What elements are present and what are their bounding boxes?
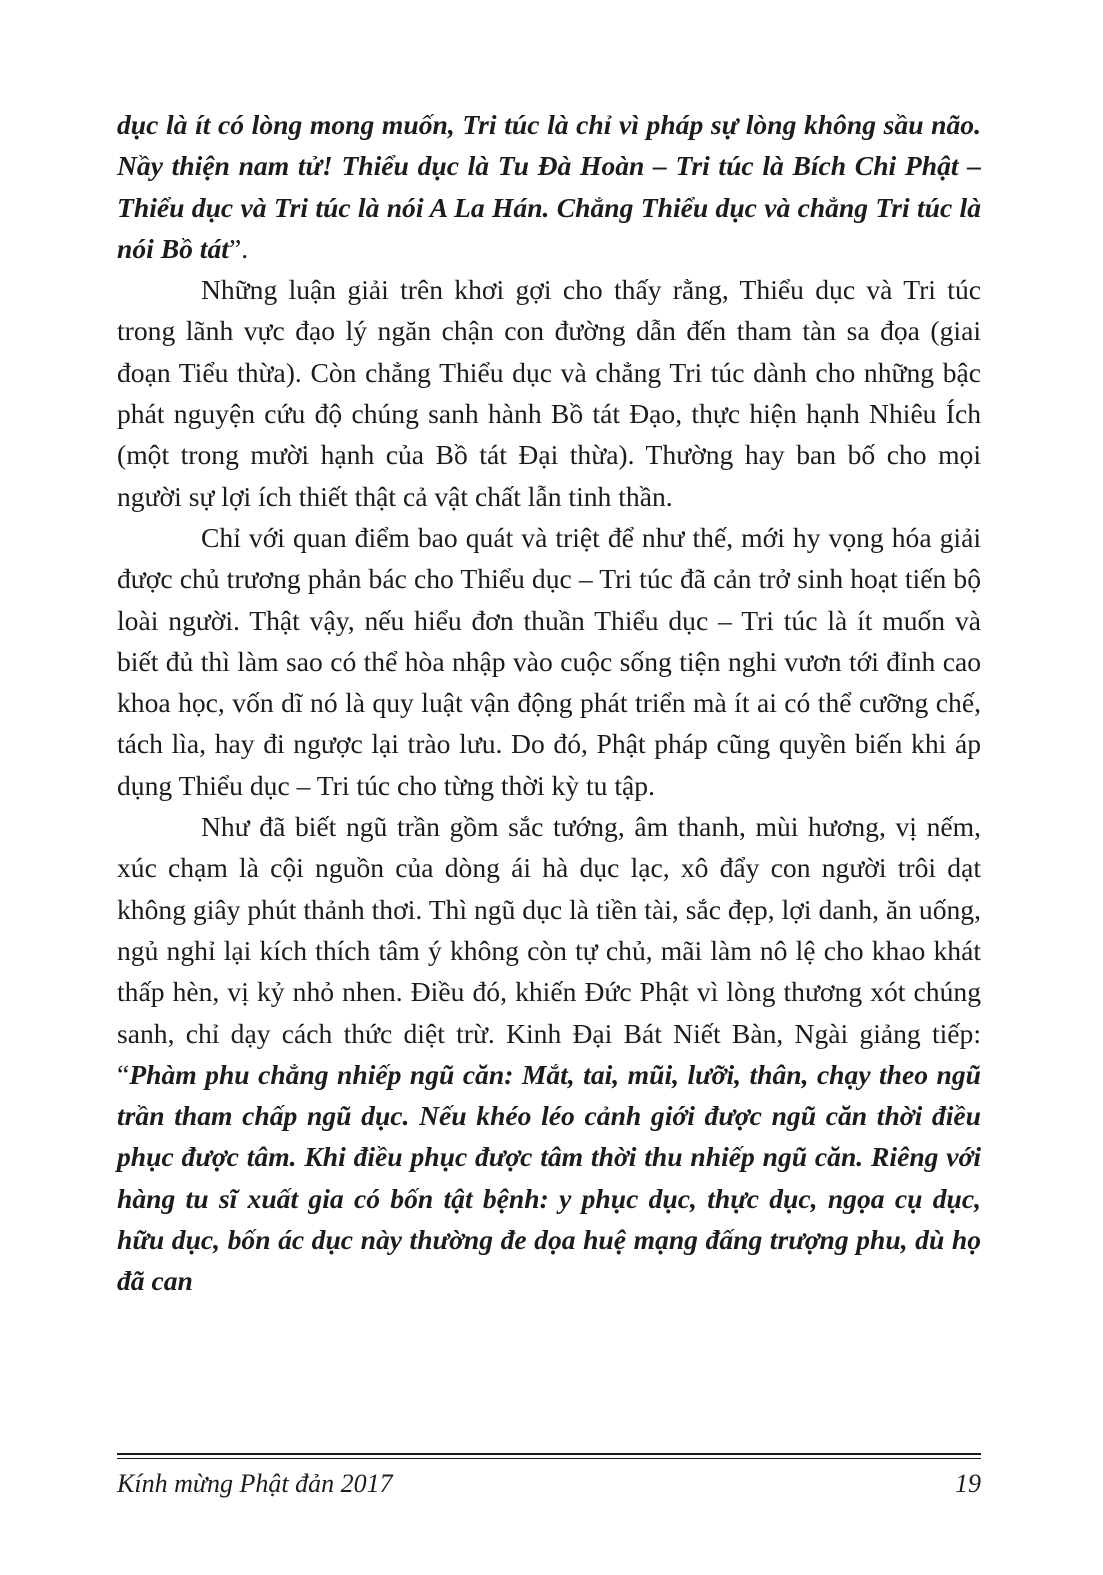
paragraph-2-text: Những luận giải trên khơi gợi cho thấy rằng, Thiểu dục và Tri túc trong lãnh vực đạo lý ngăn chận con đường dẫn đến tham tàn sa đọa (giai đoạn Tiểu thừa). Còn chẳng Thiểu dục và chẳng Tri túc dành cho những bậc phát nguyện cứu độ chúng sanh hành Bồ tát Đạo, thực hiện hạnh Nhiêu Ích (một trong mười hạnh của Bồ tát Đại thừa). Thường hay ban bố cho mọi người sự lợi ích thiết thật cả vật chất lẫn tinh thần. bbox=[117, 274, 981, 512]
footer-rule bbox=[117, 1453, 981, 1459]
paragraph-1-quote-end: ”. bbox=[228, 232, 249, 264]
footer-title: Kính mừng Phật đản 2017 bbox=[117, 1469, 393, 1498]
paragraph-1 bbox=[117, 104, 981, 269]
page-number: 19 bbox=[955, 1469, 981, 1498]
paragraph-4 bbox=[117, 806, 981, 1302]
paragraph-1-quote: dục là ít có lòng mong muốn, Tri túc là chỉ vì pháp sự lòng không sầu não. Nầy thiện nam tử! Thiểu dục là Tu Đà Hoàn – Tri túc là Bích Chi Phật – Thiểu dục và Tri túc là nói A La Hán. Chẳng Thiểu dục và chẳng Tri túc là nói Bồ tát bbox=[117, 109, 981, 264]
paragraph-3 bbox=[117, 517, 981, 806]
page-body bbox=[117, 104, 981, 1302]
page-footer bbox=[117, 1469, 981, 1499]
paragraph-2 bbox=[117, 269, 981, 517]
paragraph-3-text: Chỉ với quan điểm bao quát và triệt để như thế, mới hy vọng hóa giải được chủ trương phản bác cho Thiểu dục – Tri túc đã cản trở sinh hoạt tiến bộ loài người. Thật vậy, nếu hiểu đơn thuần Thiểu dục – Tri túc là ít muốn và biết đủ thì làm sao có thể hòa nhập vào cuộc sống tiện nghi vươn tới đỉnh cao khoa học, vốn dĩ nó là quy luật vận động phát triển mà ít ai có thể cưỡng chế, tách lìa, hay đi ngược lại trào lưu. Do đó, Phật pháp cũng quyền biến khi áp dụng Thiểu dục – Tri túc cho từng thời kỳ tu tập. bbox=[117, 521, 981, 801]
paragraph-4-text: Như đã biết ngũ trần gồm sắc tướng, âm thanh, mùi hương, vị nếm, xúc chạm là cội nguồn của dòng ái hà dục lạc, xô đẩy con người trôi dạt không giây phút thảnh thơi. Thì ngũ dục là tiền tài, sắc đẹp, lợi danh, ăn uống, ngủ nghỉ lại kích thích tâm ý không còn tự chủ, mãi làm nô lệ cho khao khát thấp hèn, vị kỷ nhỏ nhen. Điều đó, khiến Đức Phật vì lòng thương xót chúng sanh, chỉ dạy cách thức diệt trừ. Kinh Đại Bát Niết Bàn, Ngài giảng tiếp: “ bbox=[117, 811, 981, 1090]
paragraph-4-quote: Phàm phu chẳng nhiếp ngũ căn: Mắt, tai, mũi, lưỡi, thân, chạy theo ngũ trần tham chấp ngũ dục. Nếu khéo léo cảnh giới được ngũ căn thời điều phục được tâm. Khi điều phục được tâm thời thu nhiếp ngũ căn. Riêng với hàng tu sĩ xuất gia có bốn tật bệnh: y phục dục, thực dục, ngọa cụ dục, hữu dục, bốn ác dục này thường đe dọa huệ mạng đấng trượng phu, dù họ đã can bbox=[117, 1058, 981, 1297]
